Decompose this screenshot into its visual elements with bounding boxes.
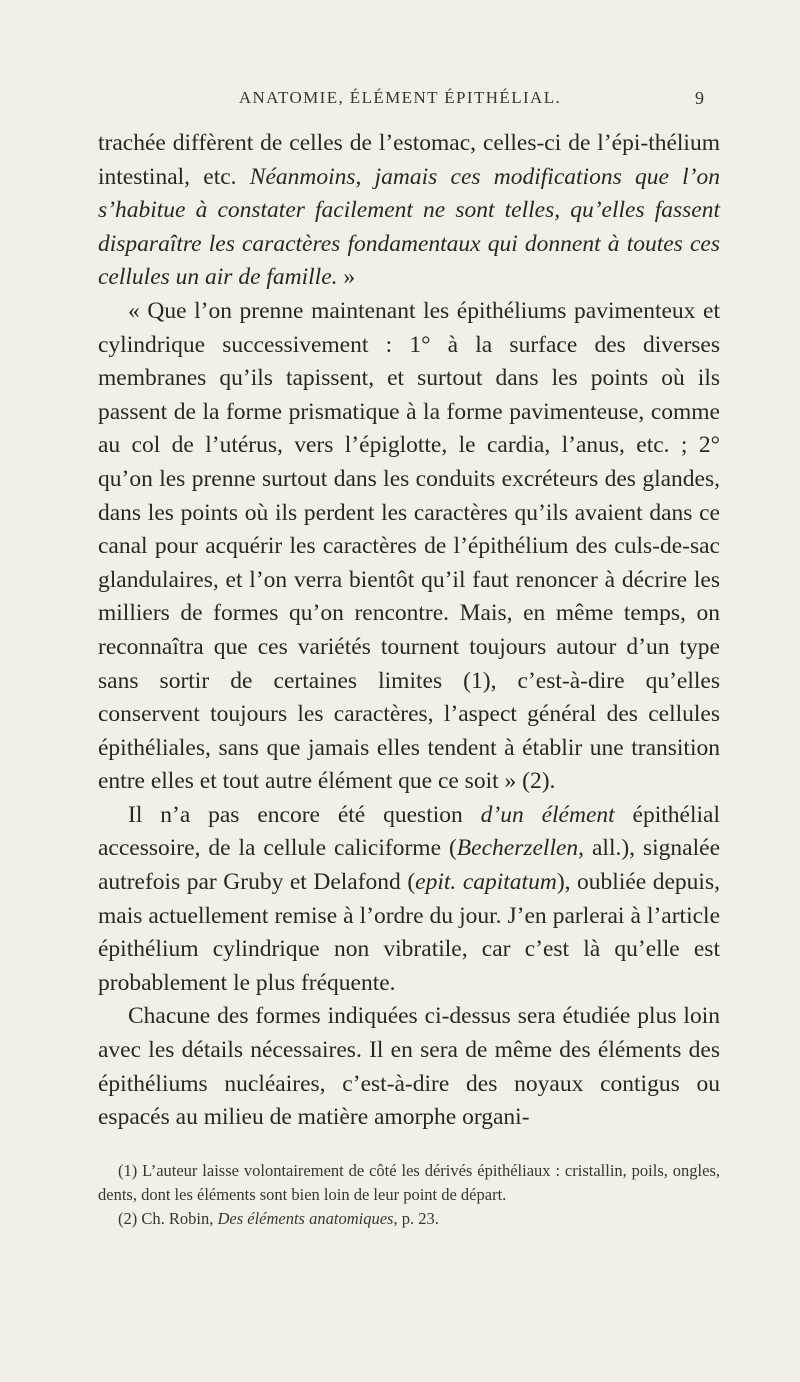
italic-run: Becherzellen: [456, 835, 579, 862]
footnote: [98, 1207, 720, 1231]
text-run: ), oubliée depuis, mais actuellement remise à l’ordre du jour. J’en parlerai à l’article épithélium cylindrique non vibratile, car c’est là qu’elle est probablement le plus fréquente.: [98, 869, 720, 996]
text-run: Il n’a pas encore été question: [128, 801, 481, 828]
paragraph: [98, 799, 720, 1001]
paragraph: « Que l’on prenne maintenant les épithéliums pavimenteux et cylindrique successivement : 1° à la surface des diverses membranes qu’ils tapissent, et surtout dans les points où ils passent de la forme prismatique à la forme pavimenteuse, comme au col de l’utérus, vers l’épiglotte, le cardia, l’anus, etc. ; 2° qu’on les prenne surtout dans les conduits excréteurs des glandes, dans les points où ils perdent les caractères qu’ils avaient dans ce canal pour acquérir les caractères de l’épithélium des culs-de-sac glandulaires, et l’on verra bientôt qu’il faut renoncer à décrire les milliers de formes qu’on rencontre. Mais, en même temps, on reconnaîtra que ces variétés tournent toujours autour d’un type sans sortir de certaines limites (1), c’est-à-dire qu’elles conservent toujours les caractères, l’aspect général des cellules épithéliales, sans que jamais elles tendent à établir une transition entre elles et tout autre élément que ce soit » (2).: [98, 297, 720, 795]
text-run: (2) Ch. Robin,: [118, 1209, 218, 1228]
page-number: 9: [695, 88, 704, 108]
text-run: , p. 23.: [393, 1209, 439, 1228]
running-title: ANATOMIE, ÉLÉMENT ÉPITHÉLIAL.: [238, 88, 562, 107]
italic-run: Néanmoins, jamais ces modifications que l’on s’habitue à constater facilement ne sont telles, qu’elles fassent disparaître les caractères fondamentaux qui donnent à toutes ces cellules un air de famille.: [98, 163, 720, 291]
body-text: [98, 127, 720, 1135]
running-head: [0, 86, 800, 110]
footnote: (1) L’auteur laisse volontairement de côté les dérivés épithéliaux : cristallin, poils, ongles, dents, dont les éléments sont bien loin de leur point de départ.: [98, 1161, 720, 1204]
italic-run: Des éléments anatomiques: [217, 1209, 394, 1228]
text-run: trachée diffèrent de celles de l’estomac, celles-ci de l’épi-thélium intestinal, etc.: [98, 130, 720, 190]
footnotes: [98, 1159, 720, 1231]
text-run: »: [337, 264, 356, 291]
text-run: épithélial accessoire, de la cellule caliciforme (: [98, 801, 720, 862]
paragraph-continued: [98, 127, 720, 295]
italic-run: epit. capitatum: [415, 869, 557, 896]
paragraph: Chacune des formes indiquées ci-dessus sera étudiée plus loin avec les détails nécessaires. Il en sera de même des éléments des épithéliums nucléaires, c’est-à-dire des noyaux contigus ou espacés au milieu de matière amorphe organi-: [98, 1003, 720, 1131]
text-run: , all.), signalée autrefois par Gruby et Delafond (: [98, 835, 721, 896]
italic-run: d’un élément: [480, 801, 615, 828]
